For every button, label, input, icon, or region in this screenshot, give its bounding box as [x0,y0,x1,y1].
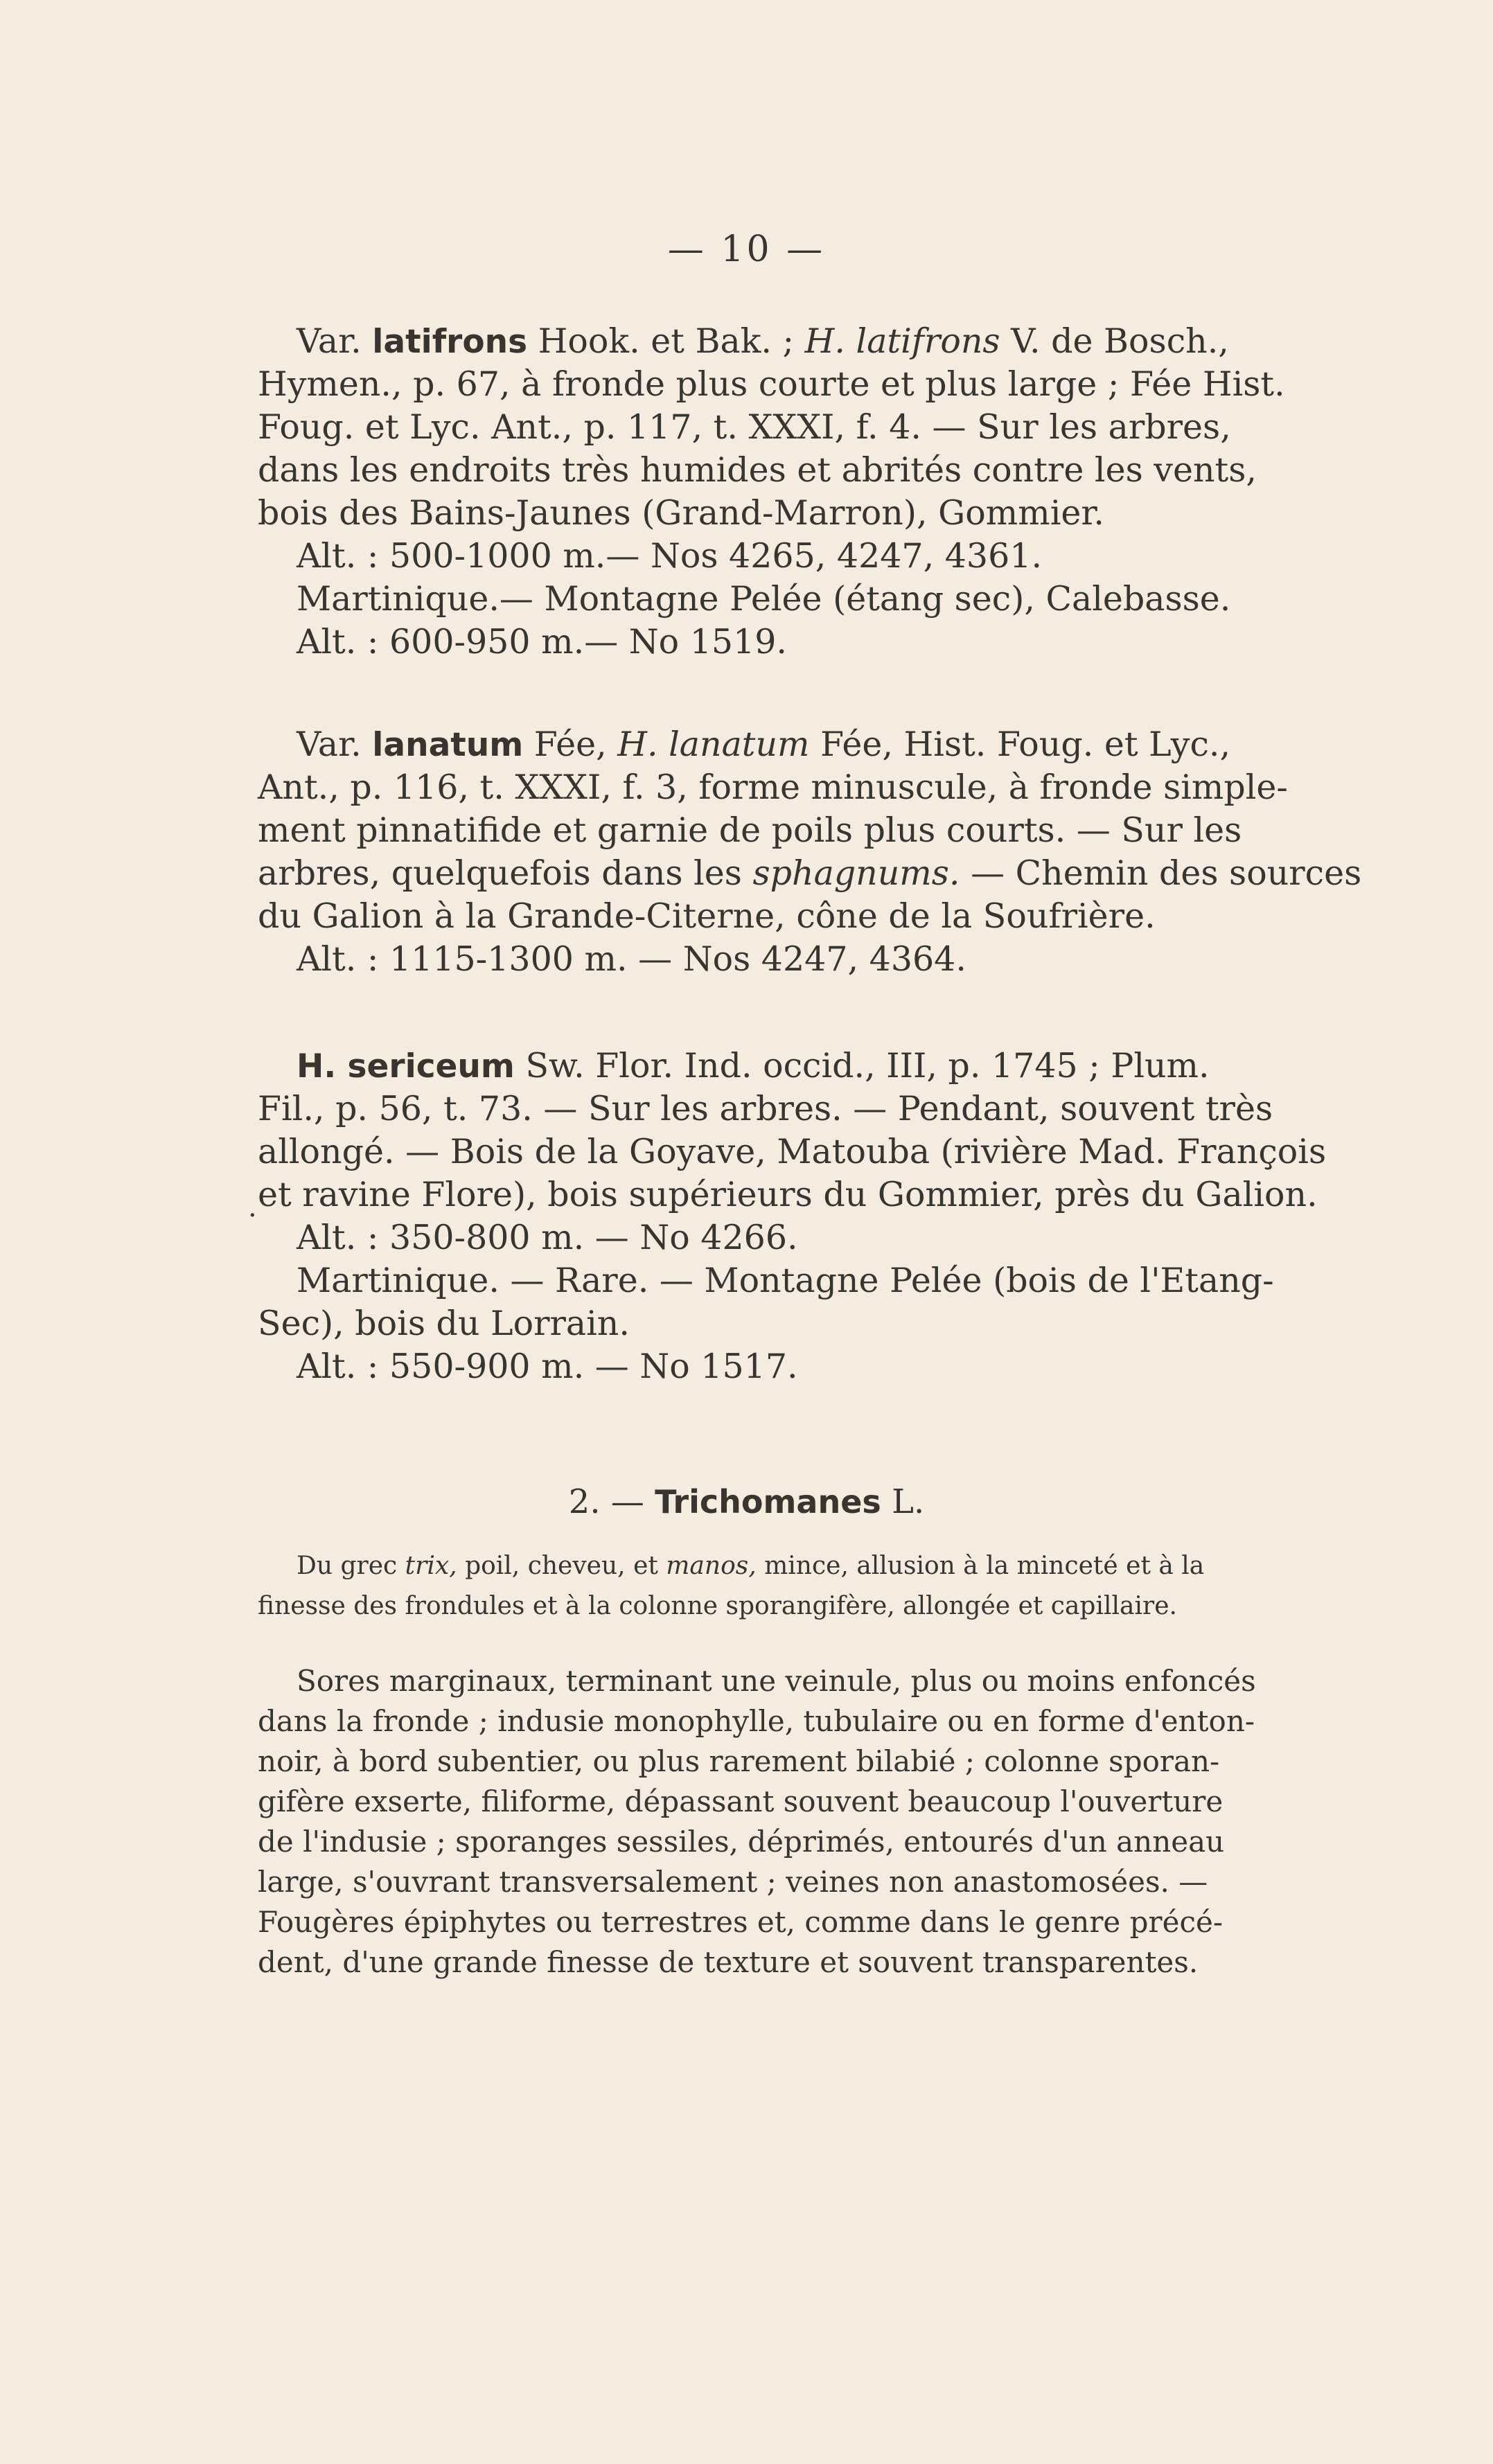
margin-mark: · [248,1200,257,1232]
etymology-line [297,1548,1204,1585]
genus-name: Trichomanes [655,1483,881,1521]
genus-author: L. [892,1482,925,1521]
species-name: H. sericeum [297,1047,515,1085]
entry-line: bois des Bains-Jaunes (Grand-Marron), Gommier. [258,493,1104,533]
genus-heading [0,1482,1493,1521]
variety-prefix: Var. [297,725,362,764]
description-line: Fougères épiphytes ou terrestres et, comme dans le genre précé- [258,1905,1223,1939]
text-run: poil, cheveu, et [465,1552,658,1580]
entry-line: dans les endroits très humides et abrités contre les vents, [258,450,1257,490]
altitude-line: Alt. : 500-1000 m.— Nos 4265, 4247, 4361. [297,536,1043,576]
description-line: Sores marginaux, terminant une veinule, plus ou moins enfoncés [297,1664,1256,1698]
altitude-line: Alt. : 1115-1300 m. — Nos 4247, 4364. [297,939,966,979]
variety-prefix: Var. [297,321,362,361]
altitude-line: Alt. : 600-950 m.— No 1519. [297,622,788,662]
text-run: arbres, quelquefois dans les [258,853,742,893]
variety-name: latifrons [372,323,528,361]
page-number: — 10 — [667,229,826,270]
entry-line: Sec), bois du Lorrain. [258,1304,630,1343]
entry-line: Foug. et Lyc. Ant., p. 117, t. XXXI, f. 4. — Sur les arbres, [258,407,1231,447]
entry-line: Fil., p. 56, t. 73. — Sur les arbres. — Pendant, souvent très [258,1089,1273,1128]
genus-number: 2. — [568,1482,644,1521]
entry-line: du Galion à la Grande-Citerne, cône de la Soufrière. [258,896,1156,936]
description-line: noir, à bord subentier, ou plus rarement bilabié ; colonne sporan- [258,1744,1220,1778]
authority: V. de Bosch., [1011,321,1229,361]
description-line: gifère exserte, filiforme, dépassant souvent beaucoup l'ouverture [258,1784,1223,1818]
description-line: de l'indusie ; sporanges sessiles, déprimés, entourés d'un anneau [258,1825,1225,1859]
text-run: Du grec [297,1552,398,1580]
text-run-italic: manos, [666,1552,757,1580]
altitude-line: Alt. : 550-900 m. — No 1517. [297,1347,798,1386]
text-run: — Chemin des sources [971,853,1362,893]
entry-line [297,723,1230,767]
entry-line [297,1045,1210,1088]
etymology-line: finesse des frondules et à la colonne sporangifère, allongée et capillaire. [258,1592,1177,1620]
locality-line: Martinique. — Rare. — Montagne Pelée (bois de l'Etang- [297,1261,1274,1300]
entry-line: ment pinnatifide et garnie de poils plus courts. — Sur les [258,810,1242,850]
description-line: dent, d'une grande finesse de texture et souvent transparentes. [258,1945,1199,1979]
text-run-italic: sphagnums. [752,853,960,893]
entry-line: Ant., p. 116, t. XXXI, f. 3, forme minuscule, à fronde simple- [258,768,1288,807]
synonym: H. lanatum [617,725,810,764]
authority: Sw. Flor. Ind. occid., III, p. 1745 ; Plum. [525,1046,1210,1085]
synonym: H. latifrons [804,321,1000,361]
authority: Fée, Hist. Foug. et Lyc., [820,725,1231,764]
entry-line: Hymen., p. 67, à fronde plus courte et plus large ; Fée Hist. [258,364,1285,404]
entry-line [258,852,1361,895]
altitude-line: Alt. : 350-800 m. — No 4266. [297,1218,798,1257]
entry-line: allongé. — Bois de la Goyave, Matouba (rivière Mad. François [258,1132,1327,1171]
text-run: mince, allusion à la minceté et à la [764,1552,1205,1580]
entry-line [297,320,1229,364]
text-run-italic: trix, [405,1552,457,1580]
entry-line: et ravine Flore), bois supérieurs du Gommier, près du Galion. [258,1175,1318,1214]
description-line: large, s'ouvrant transversalement ; veines non anastomosées. — [258,1865,1208,1899]
description-line: dans la fronde ; indusie monophylle, tubulaire ou en forme d'enton- [258,1704,1255,1738]
authority: Hook. et Bak. ; [538,321,795,361]
variety-name: lanatum [372,726,524,764]
authority: Fée, [533,725,607,764]
locality-line: Martinique.— Montagne Pelée (étang sec), Calebasse. [297,579,1231,619]
